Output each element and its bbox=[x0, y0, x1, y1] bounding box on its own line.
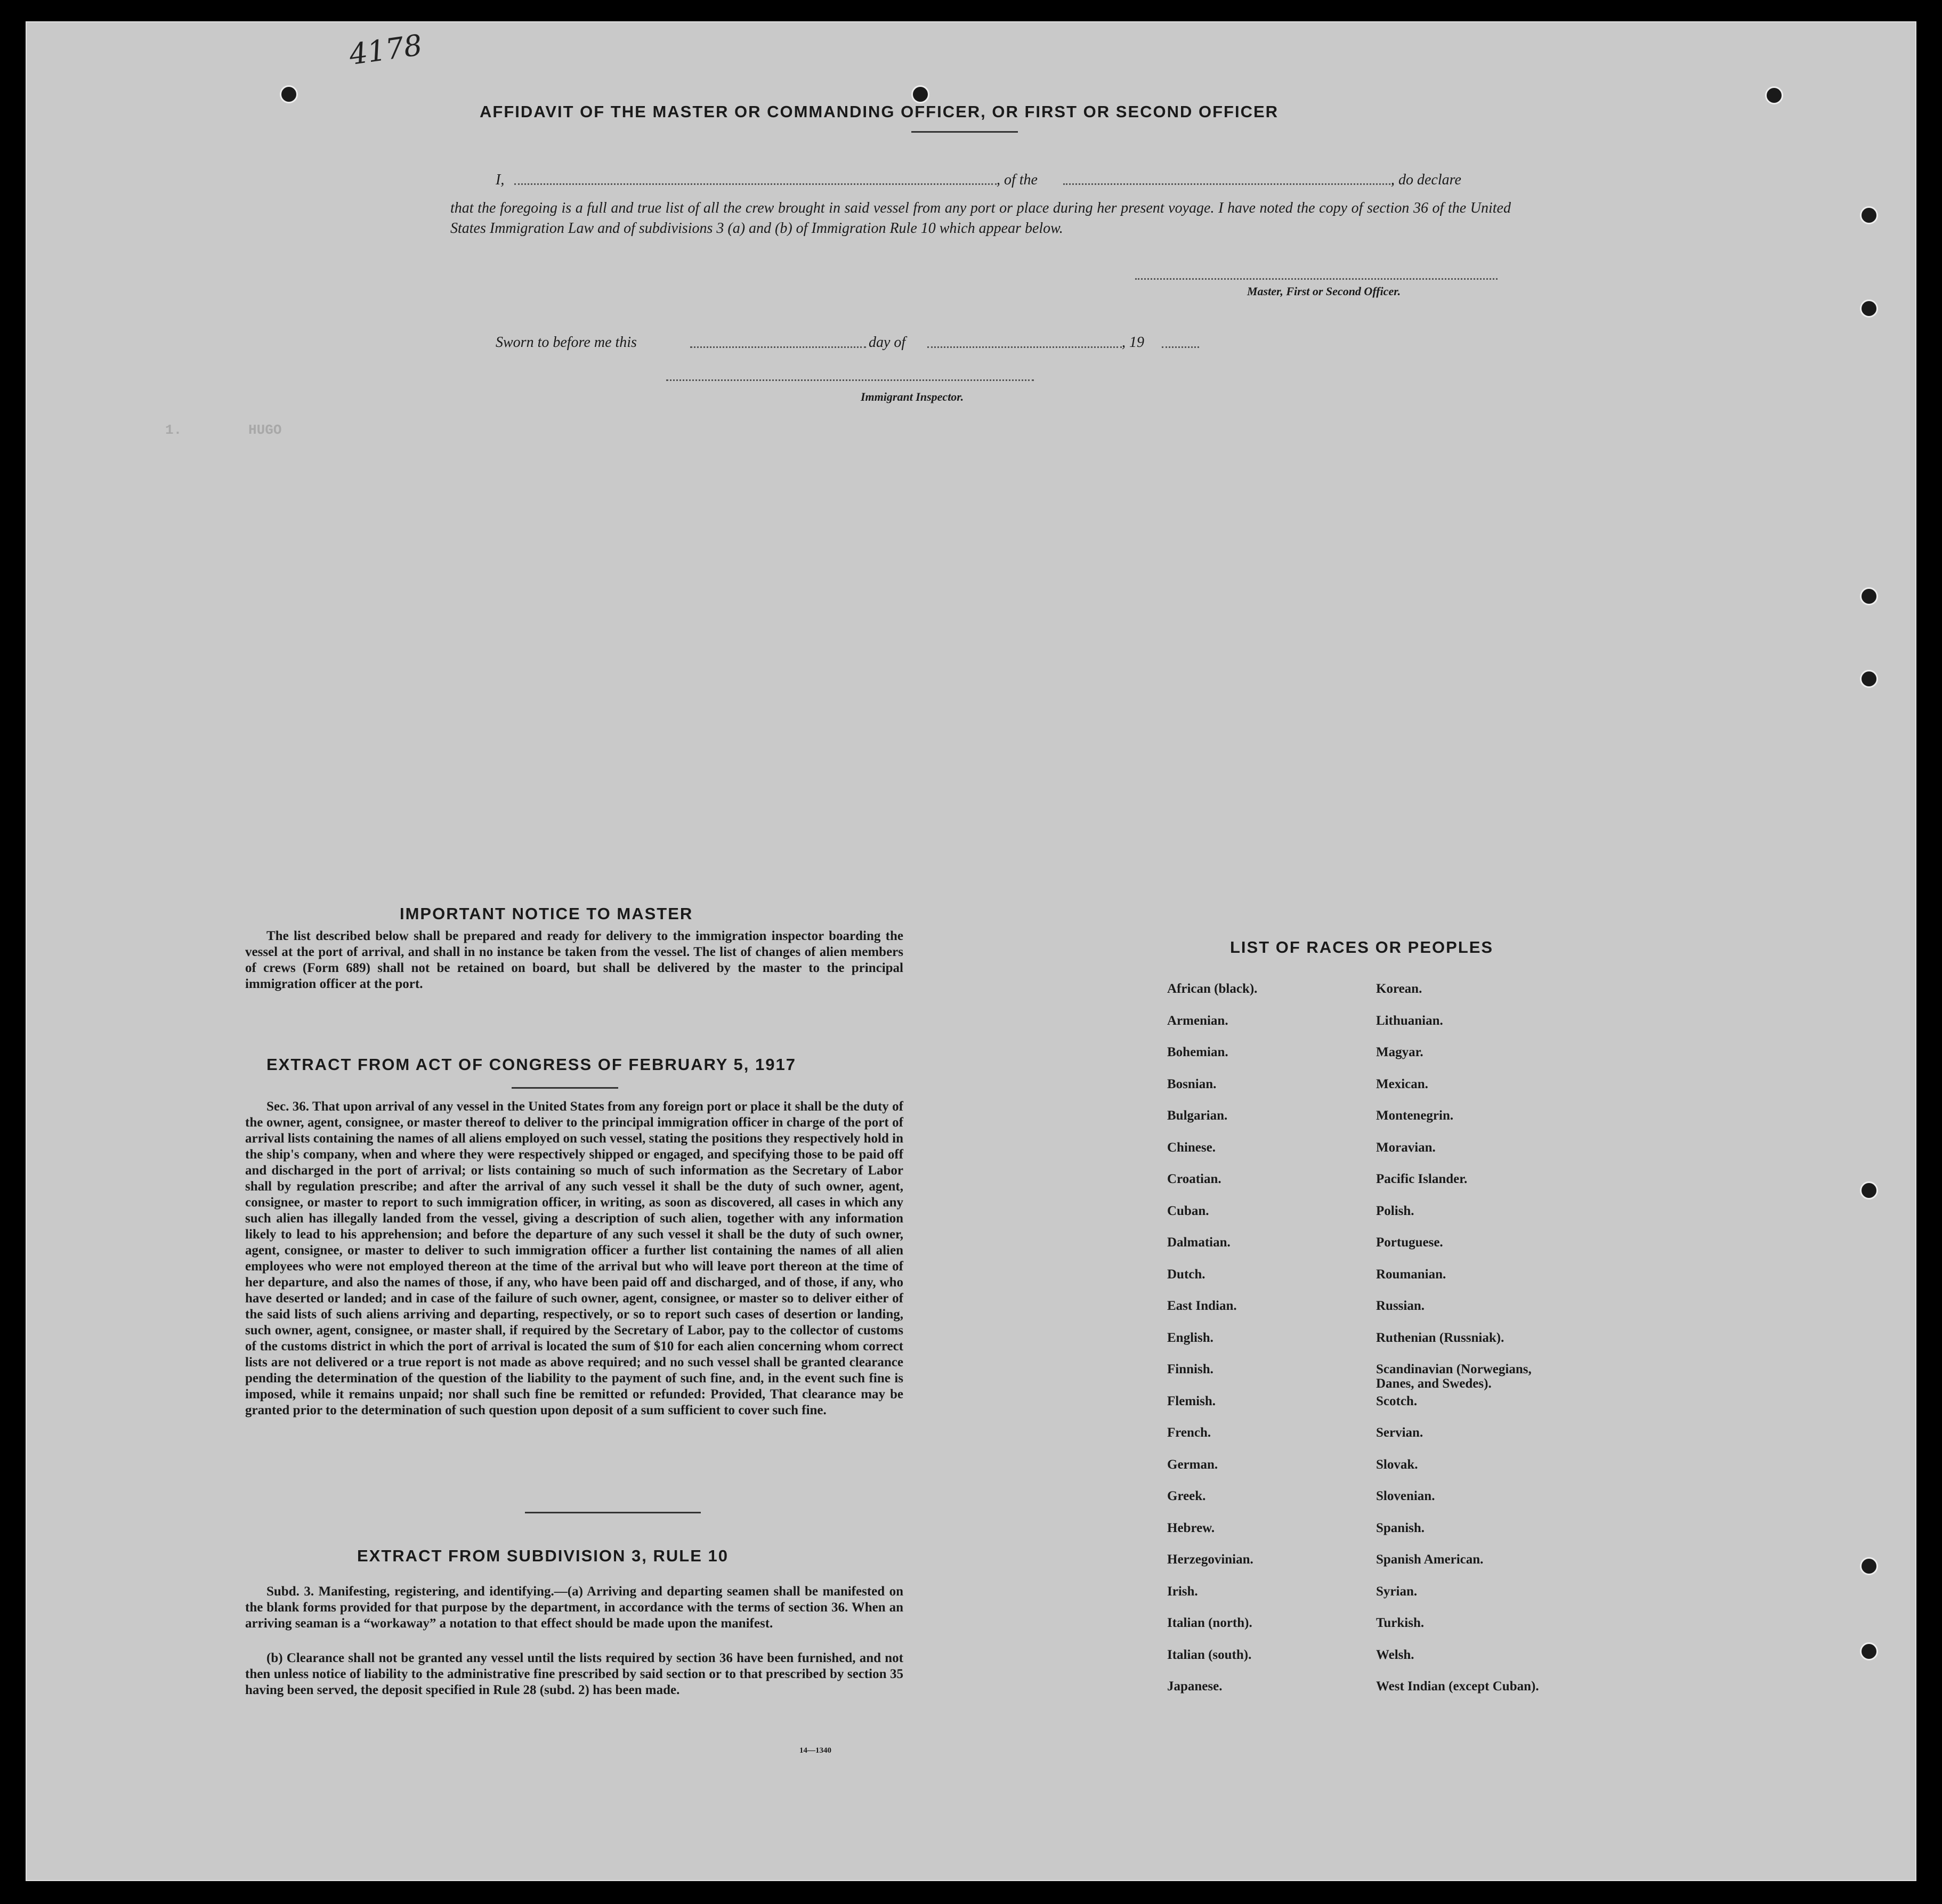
race-item: Scandinavian (Norwegians, Danes, and Swedes). bbox=[1376, 1362, 1532, 1391]
race-item: Cuban. bbox=[1167, 1203, 1209, 1218]
sworn-label: Sworn to before me this bbox=[496, 334, 637, 351]
affidavit-title: AFFIDAVIT OF THE MASTER OR COMMANDING OFFICER, OR FIRST OR SECOND OFFICER bbox=[480, 102, 1279, 121]
affidavit-i-label: I, bbox=[496, 172, 505, 188]
affidavit-body: that the foregoing is a full and true list of all the crew brought in said vessel from any port or place during her present voyage. I have noted the copy of section 36 of the United States Immigration Law and of subdivisions 3 (a) and (b) of Immigration Rule 10 which appear below. bbox=[450, 200, 1511, 237]
race-item: Hebrew. bbox=[1167, 1520, 1215, 1535]
punch-hole bbox=[1860, 299, 1878, 318]
race-item: Armenian. bbox=[1167, 1013, 1228, 1028]
divider bbox=[911, 131, 1018, 133]
race-item: Welsh. bbox=[1376, 1647, 1414, 1662]
race-item: Turkish. bbox=[1376, 1616, 1425, 1630]
race-item: Irish. bbox=[1167, 1584, 1198, 1599]
day-blank[interactable] bbox=[690, 346, 866, 348]
punch-hole bbox=[911, 85, 929, 103]
punch-hole bbox=[280, 85, 298, 103]
handwritten-mark: 4178 bbox=[347, 28, 425, 72]
form-number: 14—1340 bbox=[799, 1746, 831, 1755]
race-item: Japanese. bbox=[1167, 1679, 1223, 1694]
act-text: Sec. 36. That upon arrival of any vessel in the United States from any foreign port or place it shall be the duty of the owner, agent, consignee, or master thereof to deliver to the principal immigration officer in charge of the port of arrival lists containing the names of all aliens employed on such vessel, stating the positions they respectively hold in the ship's company, when and where they were respectively shipped or engaged, and specifying those to be paid off and discharged in the port of arrival; or lists containing so much of such information as the Secretary of Labor shall by regulation prescribe; and after the arrival of any such vessel it shall be the duty of such owner, agent, consignee, or master to report to such immigration officer, in writing, as soon as discovered, all cases in which any such alien has illegally landed from the vessel, giving a description of such alien, together with any information likely to lead to his apprehension; and before the departure of any such vessel it shall be the duty of such owner, agent, consignee, or master to deliver to such immigration officer a further list containing the names of all alien employees who were not employed thereon at the time of the arrival but who will leave port thereon at the time of her departure, and also the names of those, if any, who have been paid off and discharged, and of those, if any, who have deserted or landed; and in case of the failure of such owner, agent, consignee, or master so to deliver either of the said lists of such aliens arriving and departing, respectively, or so to report such cases of desertion or landing, such owner, agent, consignee, or master shall, if required by the Secretary of Labor, pay to the collector of customs of the customs district in which the port of arrival is located the sum of $10 for each alien concerning whom correct lists are not delivered or a true report is not made as above required; and no such vessel shall be granted clearance pending the determination of the question of the liability to the payment of such fine, and, in the event such fine is imposed, while it remains unpaid; nor shall such fine be remitted or refunded: Provided, That clearance may be granted prior to the determination of such question upon deposit of a sum sufficient to cover such fine. bbox=[245, 1099, 903, 1417]
year-blank[interactable] bbox=[1162, 346, 1199, 348]
race-item: Portuguese. bbox=[1376, 1235, 1443, 1250]
notice-title: IMPORTANT NOTICE TO MASTER bbox=[400, 904, 693, 923]
race-item: Spanish. bbox=[1376, 1520, 1425, 1535]
race-item: French. bbox=[1167, 1425, 1211, 1440]
race-item: Bohemian. bbox=[1167, 1045, 1228, 1059]
race-item: Russian. bbox=[1376, 1299, 1425, 1313]
act-title: EXTRACT FROM ACT OF CONGRESS OF FEBRUARY 5, 1917 bbox=[266, 1055, 796, 1074]
race-item: Spanish American. bbox=[1376, 1552, 1484, 1567]
race-item: Italian (south). bbox=[1167, 1647, 1252, 1662]
race-item: African (black). bbox=[1167, 982, 1258, 996]
punch-hole bbox=[1860, 1181, 1878, 1200]
race-item: Herzegovinian. bbox=[1167, 1552, 1253, 1567]
race-item: Bosnian. bbox=[1167, 1076, 1217, 1091]
race-item: Pacific Islander. bbox=[1376, 1172, 1468, 1186]
race-item: Moravian. bbox=[1376, 1140, 1436, 1155]
race-item: Croatian. bbox=[1167, 1172, 1221, 1186]
race-item: Lithuanian. bbox=[1376, 1013, 1443, 1028]
race-item: Greek. bbox=[1167, 1489, 1206, 1503]
punch-hole bbox=[1860, 1557, 1878, 1575]
race-item: Ruthenian (Russniak). bbox=[1376, 1330, 1504, 1345]
race-item: Finnish. bbox=[1167, 1362, 1213, 1376]
race-item: Dutch. bbox=[1167, 1267, 1205, 1282]
race-item: Flemish. bbox=[1167, 1393, 1216, 1408]
vessel-blank[interactable] bbox=[1063, 183, 1394, 185]
race-item: Dalmatian. bbox=[1167, 1235, 1231, 1250]
punch-hole bbox=[1860, 670, 1878, 688]
inspector-signature-blank[interactable] bbox=[666, 379, 1034, 381]
race-item: East Indian. bbox=[1167, 1299, 1237, 1313]
race-item: Scotch. bbox=[1376, 1393, 1418, 1408]
divider bbox=[525, 1512, 701, 1513]
punch-hole bbox=[1860, 206, 1878, 224]
race-item: English. bbox=[1167, 1330, 1213, 1345]
year-label: , 19 bbox=[1122, 334, 1144, 351]
race-item: Bulgarian. bbox=[1167, 1108, 1228, 1123]
race-item: Roumanian. bbox=[1376, 1267, 1446, 1282]
month-blank[interactable] bbox=[927, 346, 1122, 348]
race-item: Chinese. bbox=[1167, 1140, 1216, 1155]
race-item: Syrian. bbox=[1376, 1584, 1418, 1599]
race-item: Servian. bbox=[1376, 1425, 1423, 1440]
race-item: Magyar. bbox=[1376, 1045, 1423, 1059]
affidavit-of-the: , of the bbox=[997, 172, 1038, 188]
rule-title: EXTRACT FROM SUBDIVISION 3, RULE 10 bbox=[357, 1546, 729, 1565]
signature-blank[interactable] bbox=[1135, 278, 1498, 280]
punch-hole bbox=[1860, 1642, 1878, 1660]
affidavit-do-declare: , do declare bbox=[1391, 172, 1461, 188]
race-item: Korean. bbox=[1376, 982, 1422, 996]
race-item: Slovenian. bbox=[1376, 1489, 1435, 1503]
race-item: Mexican. bbox=[1376, 1076, 1428, 1091]
race-item: German. bbox=[1167, 1457, 1218, 1472]
race-item: Polish. bbox=[1376, 1203, 1414, 1218]
day-of-label: day of bbox=[869, 334, 906, 351]
race-item: Slovak. bbox=[1376, 1457, 1418, 1472]
rule-para-b: (b) Clearance shall not be granted any vessel until the lists required by section 36 have been furnished, and not then unless notice of liability to the administrative fine prescribed by said section or to that prescribed by section 35 having been served, the deposit specified in Rule 28 (subd. 2) has been made. bbox=[245, 1651, 903, 1697]
divider bbox=[512, 1087, 618, 1089]
punch-hole bbox=[1765, 86, 1783, 104]
races-title: LIST OF RACES OR PEOPLES bbox=[1230, 938, 1494, 957]
race-item: Montenegrin. bbox=[1376, 1108, 1454, 1123]
rule-para-a: Subd. 3. Manifesting, registering, and identifying.—(a) Arriving and departing seamen shall be manifested on the blank forms provided for that purpose by the department, in accordance with the terms of section 36. When an arriving seaman is a “workaway” a notation to that effect should be made upon the manifest. bbox=[245, 1584, 903, 1631]
signer-caption: Master, First or Second Officer. bbox=[1247, 285, 1401, 298]
bleed-through-text: 1. HUGO bbox=[165, 422, 922, 438]
document-page bbox=[26, 21, 1916, 1881]
punch-hole bbox=[1860, 587, 1878, 605]
notice-text: The list described below shall be prepared and ready for delivery to the immigration inspector boarding the vessel at the port of arrival, and shall in no instance be taken from the vessel. The list of changes of alien members of crews (Form 689) shall not be retained on board, but shall be delivered by the master to the principal immigration officer at the port. bbox=[245, 929, 903, 991]
race-item: West Indian (except Cuban). bbox=[1376, 1679, 1539, 1694]
name-blank[interactable] bbox=[514, 183, 997, 185]
inspector-caption: Immigrant Inspector. bbox=[861, 390, 964, 403]
race-item: Italian (north). bbox=[1167, 1616, 1252, 1630]
